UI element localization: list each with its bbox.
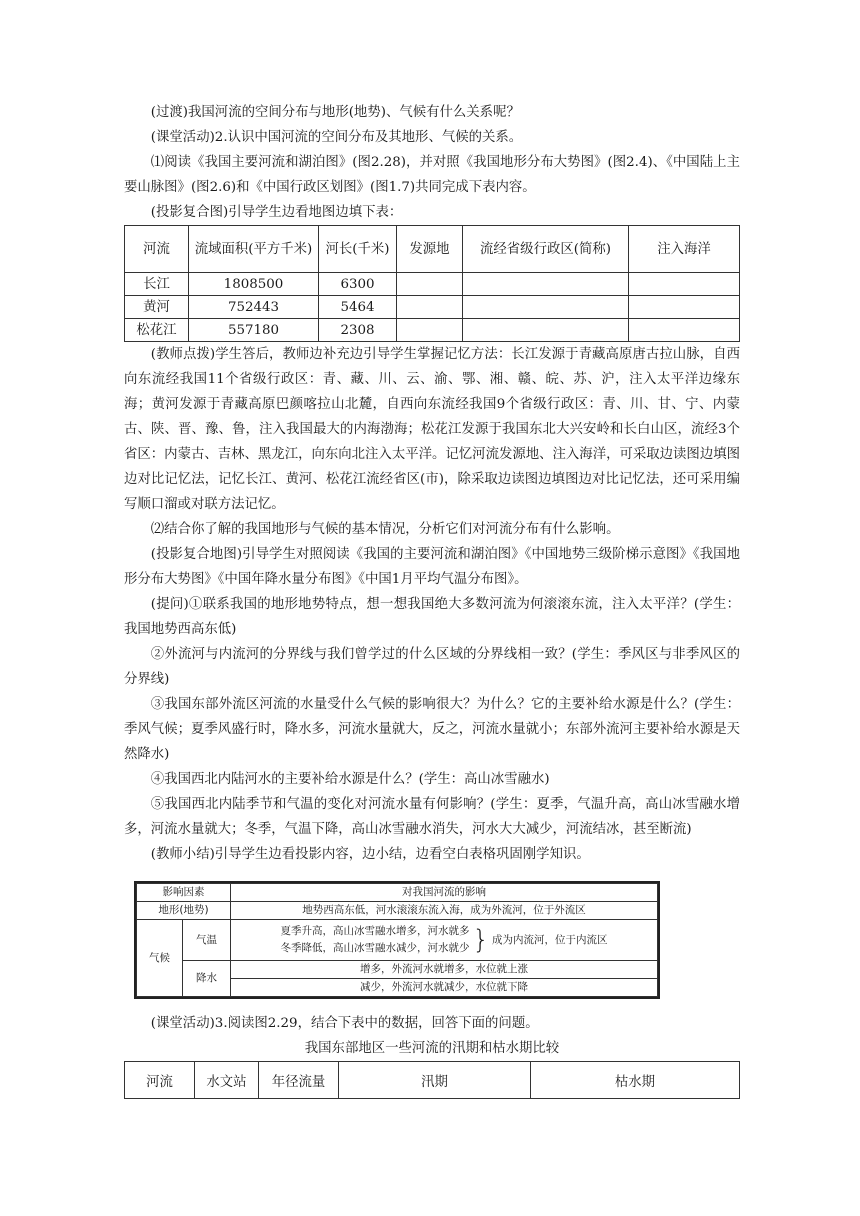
influence-figure [134,881,660,999]
paragraph-question-2: ②外流河与内流河的分界线与我们曾学过的什么区域的分界线相一致？(学生：季风区与非季风区的分界线) [124,647,740,687]
table-header-cell: 河长(千米) [319,226,397,273]
paragraph-teacher-summary: (教师小结)引导学生边看投影内容，边小结，边看空白表格巩固刚学知识。 [150,847,590,862]
figure-terrain-text: 地势西高东低，河水滚滚东流入海，成为外流河，位于外流区 [231,902,658,920]
table-cell [397,296,463,319]
figure-terrain-label: 地形(地势) [137,902,231,920]
table-header-row [125,1062,740,1099]
figure-temp-cell [231,920,658,961]
table-cell: 6300 [319,273,397,296]
table-cell [397,273,463,296]
figure-rain-label: 降水 [183,961,231,997]
table-cell [629,296,740,319]
table-cell: 1808500 [189,273,319,296]
table-row [125,296,740,319]
rivers-table [124,225,740,342]
paragraph-transition: (过渡)我国河流的空间分布与地形(地势)、气候有什么关系呢？ [150,105,520,120]
table-header-cell: 发源地 [397,226,463,273]
table-cell [463,319,629,342]
table-header-cell: 河流 [125,226,189,273]
table-row [125,273,740,296]
table-header-cell: 河流 [125,1062,195,1099]
table-header-cell: 汛期 [339,1062,531,1099]
paragraph-teacher-tip: (教师点拨)学生答后，教师边补充边引导学生掌握记忆方法：长江发源于青藏高原唐古拉山脉，自西向东流经我国11个省级行政区：青、藏、川、云、渝、鄂、湘、赣、皖、苏、沪，注入太平洋边缘东海；黄河发源于青藏高原巴颜喀拉山北麓，自西向东流经我国9个省级行政区：青、川、甘、宁、内蒙古、陕、晋、豫、鲁，注入我国最大的内海渤海；松花江发源于我国东北大兴安岭和长白山区，流经3个省区：内蒙古、吉林、黑龙江，向东向北注入太平洋。记忆河流发源地、注入海洋，可采取边读图边填图边对比记忆法，记忆长江、黄河、松花江流经省区(市)，除采取边读图边填图边对比记忆法，还可采用编写顺口溜或对联方法记忆。 [124,347,740,512]
table-cell: 5464 [319,296,397,319]
table-cell [463,273,629,296]
table-cell [629,319,740,342]
figure-header-factor: 影响因素 [137,884,231,902]
paragraph-task-1: ⑴阅读《我国主要河流和湖泊图》(图2.28)，并对照《我国地形分布大势图》(图2.4)、《中国陆上主要山脉图》(图2.6)和《中国行政区划图》(图1.7)共同完成下表内容。 [124,155,740,195]
figure-temp-line-1: 夏季升高，高山冰雪融水增多，河水就多 [280,925,470,937]
paragraph-task-2: ⑵结合你了解的我国地形与气候的基本情况，分析它们对河流分布有什么影响。 [150,522,620,537]
paragraph-activity-3: (课堂活动)3.阅读图2.29，结合下表中的数据，回答下面的问题。 [150,1016,539,1031]
figure-header-effect: 对我国河流的影响 [231,884,658,902]
table-cell: 752443 [189,296,319,319]
table-header-cell: 水文站 [195,1062,259,1099]
table-cell: 松花江 [125,319,189,342]
table-cell: 557180 [189,319,319,342]
paragraph-projection-maps: (投影复合地图)引导学生对照阅读《我国的主要河流和湖泊图》《中国地势三级阶梯示意图》《我国地形分布大势图》《中国年降水量分布图》《中国1月平均气温分布图》。 [124,547,740,587]
table2-caption: 我国东部地区一些河流的汛期和枯水期比较 [304,1041,560,1056]
paragraph-activity-2: (课堂活动)2.认识中国河流的空间分布及其地形、气候的关系。 [150,130,523,145]
table-cell: 2308 [319,319,397,342]
figure-temp-label: 气温 [183,920,231,961]
table-header-cell: 年径流量 [259,1062,339,1099]
table-header-row [125,226,740,273]
flood-table [124,1061,740,1099]
table-row [125,319,740,342]
figure-temp-result: 成为内流河，位于内流区 [492,933,608,946]
table-cell: 黄河 [125,296,189,319]
figure-rain-line-1: 增多，外流河水就增多，水位就上涨 [231,961,658,979]
figure-climate-label: 气候 [137,920,183,997]
paragraph-projection: (投影复合图)引导学生边看地图边填下表： [150,205,403,220]
table-header-cell: 流域面积(平方千米) [189,226,319,273]
table-header-cell: 流经省级行政区(简称) [463,226,629,273]
paragraph-question-5: ⑤我国西北内陆季节和气温的变化对河流水量有何影响？(学生：夏季，气温升高，高山冰雪融水增多，河流水量就大；冬季，气温下降，高山冰雪融水消失，河水大大减少，河流结冰，甚至断流) [124,797,740,837]
table-header-cell: 注入海洋 [629,226,740,273]
table-cell [397,319,463,342]
document-page [124,100,740,1099]
table-cell [629,273,740,296]
paragraph-question-1: (提问)①联系我国的地形地势特点，想一想我国绝大多数河流为何滚滚东流，注入太平洋？(学生：我国地势西高东低) [124,597,740,637]
table-cell [463,296,629,319]
paragraph-question-4: ④我国西北内陆河水的主要补给水源是什么？(学生：高山冰雪融水) [150,772,550,787]
brace-icon: } [472,925,490,955]
paragraph-question-3: ③我国东部外流区河流的水量受什么气候的影响很大？为什么？它的主要补给水源是什么？(学生：季风气候；夏季风盛行时，降水多，河流水量就大，反之，河流水量就小；东部外流河主要补给水源是天然降水) [124,697,740,762]
table-cell: 长江 [125,273,189,296]
table-header-cell: 枯水期 [531,1062,740,1099]
figure-temp-line-2: 冬季降低，高山冰雪融水减少，河水就少 [280,942,470,954]
figure-rain-line-2: 减少，外流河水就减少，水位就下降 [231,979,658,997]
